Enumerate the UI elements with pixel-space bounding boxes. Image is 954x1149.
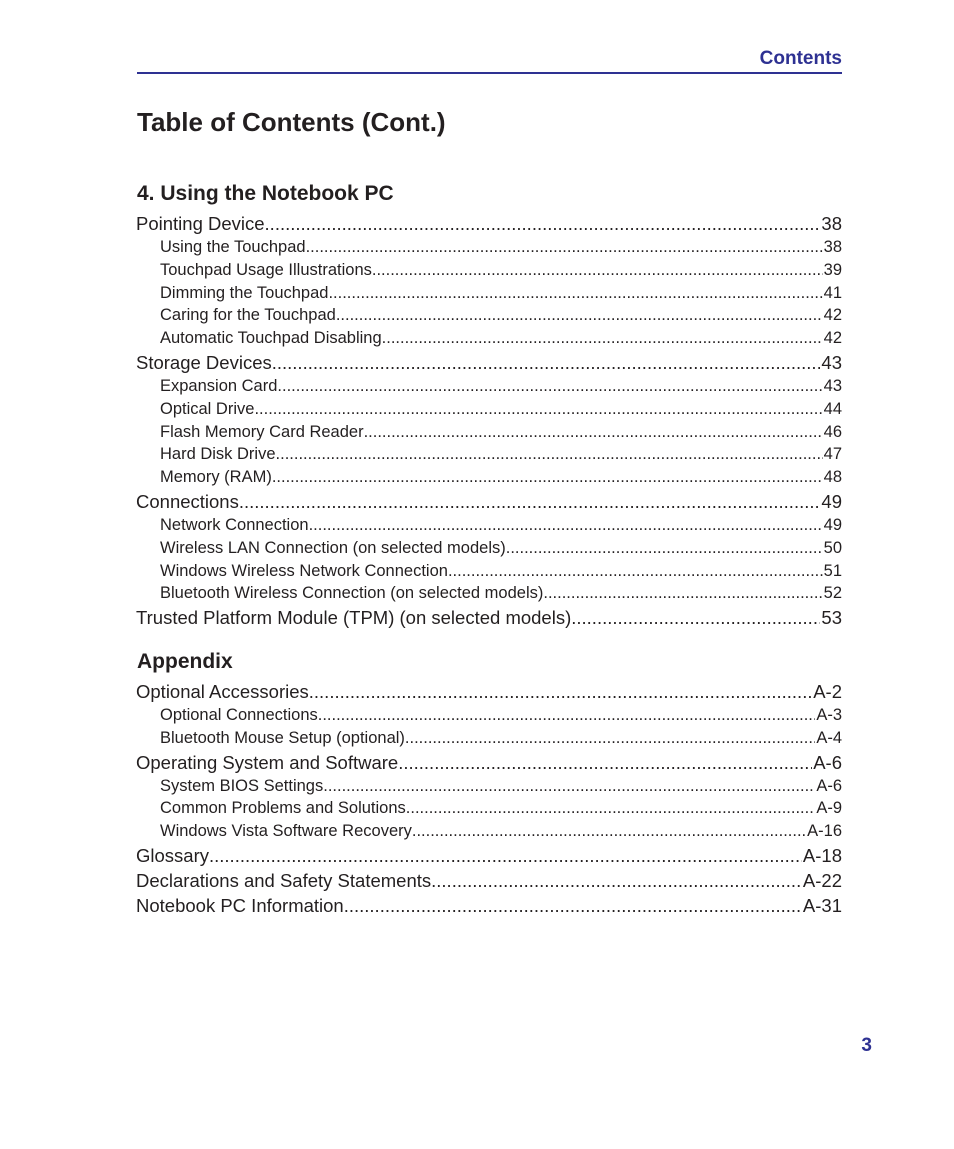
toc-entry-title: Connections [136,490,239,512]
toc-leader-dots [571,605,820,630]
toc-entry[interactable] [136,514,842,537]
toc-entry-title: Declarations and Safety Statements [136,869,432,891]
toc-list [136,679,842,918]
toc-entry[interactable] [136,350,842,375]
toc-entry[interactable] [136,843,842,868]
toc-entry-title: Network Connection [160,515,309,534]
toc-entry-page: A-31 [802,894,842,916]
toc-leader-dots [309,514,823,537]
toc-leader-dots [239,489,821,514]
toc-entry-page: A-2 [813,681,842,702]
toc-entry[interactable] [136,537,842,560]
toc-entry-page: A-18 [802,844,842,866]
toc-entry-page: 43 [821,351,842,373]
toc-entry-title: Operating System and Software [136,751,399,773]
toc-leader-dots [318,704,816,727]
toc-entry[interactable] [136,727,842,750]
toc-entry[interactable] [136,421,842,444]
toc-entry-title: Optical Drive [160,399,255,418]
toc-entry[interactable] [136,282,842,305]
toc-leader-dots [364,421,823,444]
toc-entry-page: A-16 [807,822,842,841]
toc-leader-dots [272,466,823,489]
page-number: 3 [861,1035,872,1056]
toc-leader-dots [209,843,802,868]
toc-leader-dots [406,797,816,820]
toc-entry-title: Pointing Device [136,213,265,234]
toc-entry-title: System BIOS Settings [160,776,324,795]
toc-leader-dots [306,236,823,259]
toc-entry-title: Trusted Platform Module (TPM) (on selected models) [136,607,572,629]
toc-entry-title: Optional Accessories [136,681,309,702]
toc-entry[interactable] [136,797,842,820]
toc-entry-page: 44 [823,399,842,418]
toc-entry-title: Windows Vista Software Recovery [160,822,412,841]
toc-entry-title: Windows Wireless Network Connection [160,561,448,580]
toc-entry-title: Bluetooth Wireless Connection (on selected models) [160,584,544,603]
toc-entry-title: Automatic Touchpad Disabling [160,329,382,348]
toc-leader-dots [323,775,815,798]
toc-entry-page: 38 [823,238,842,256]
toc-entry-page: 38 [821,213,842,234]
toc-entry[interactable] [136,327,842,350]
toc-entry-title: Common Problems and Solutions [160,799,406,818]
toc-leader-dots [272,350,821,375]
toc-entry-page: 48 [823,468,842,487]
section-heading: Appendix [137,650,233,673]
toc-entry[interactable] [136,775,842,798]
toc-entry-page: 53 [821,607,842,629]
toc-entry-page: 52 [823,584,842,603]
toc-leader-dots [344,893,802,918]
section-heading: 4. Using the Notebook PC [137,182,394,205]
toc-leader-dots [431,868,802,893]
toc-entry-page: 46 [823,422,842,441]
toc-entry[interactable] [136,582,842,605]
toc-entry-page: 49 [821,490,842,512]
toc-leader-dots [405,727,815,750]
toc-entry-page: 47 [823,445,842,464]
toc-list [136,211,842,630]
toc-entry-title: Notebook PC Information [136,894,344,916]
toc-entry-title: Hard Disk Drive [160,445,276,464]
toc-entry-title: Caring for the Touchpad [160,306,336,325]
toc-entry-title: Wireless LAN Connection (on selected models) [160,538,506,557]
toc-entry[interactable] [136,560,842,583]
toc-entry[interactable] [136,304,842,327]
toc-entry[interactable] [136,443,842,466]
toc-entry-title: Memory (RAM) [160,468,272,487]
toc-entry[interactable] [136,605,842,630]
toc-leader-dots [398,750,812,775]
toc-entry-title: Flash Memory Card Reader [160,422,364,441]
toc-entry-title: Storage Devices [136,351,272,373]
header-label: Contents [759,48,842,69]
toc-entry-page: 51 [823,561,842,580]
toc-entry-page: 43 [823,376,842,395]
toc-entry-page: 49 [823,515,842,534]
toc-entry-page: 42 [823,306,842,325]
toc-leader-dots [448,560,823,583]
toc-entry[interactable] [136,893,842,918]
toc-entry[interactable] [136,259,842,282]
toc-entry-title: Optional Connections [160,706,318,724]
toc-entry-title: Bluetooth Mouse Setup (optional) [160,728,405,747]
toc-leader-dots [506,537,823,560]
toc-leader-dots [382,327,823,350]
toc-entry-title: Expansion Card [160,376,278,395]
toc-leader-dots [265,211,821,236]
toc-entry[interactable] [136,750,842,775]
toc-entry[interactable] [136,211,842,236]
page-title: Table of Contents (Cont.) [137,107,446,137]
toc-leader-dots [254,398,822,421]
toc-section-appendix [136,647,842,918]
toc-entry[interactable] [136,236,842,259]
toc-entry-page: A-3 [816,706,842,724]
toc-entry[interactable] [136,489,842,514]
toc-entry[interactable] [136,466,842,489]
toc-entry-page: 42 [823,329,842,348]
toc-entry-page: A-9 [816,799,842,818]
toc-entry-page: A-6 [813,751,842,773]
toc-entry-page: A-6 [816,776,842,795]
toc-entry-page: 39 [823,260,842,279]
toc-entry-page: 41 [823,283,842,302]
toc-entry-title: Dimming the Touchpad [160,283,329,302]
toc-entry-title: Touchpad Usage Illustrations [160,260,372,279]
toc-entry[interactable] [136,679,842,704]
toc-leader-dots [277,375,822,398]
toc-entry-page: 50 [823,538,842,557]
toc-entry-title: Using the Touchpad [160,238,306,256]
header-rule [137,72,842,74]
toc-leader-dots [372,259,823,282]
toc-entry[interactable] [136,704,842,727]
toc-section-using-notebook [136,179,842,630]
toc-entry-page: A-4 [816,728,842,747]
toc-leader-dots [309,679,812,704]
toc-entry[interactable] [136,375,842,398]
toc-leader-dots [543,582,822,605]
toc-entry-page: A-22 [802,869,842,891]
toc-leader-dots [328,282,822,305]
toc-leader-dots [336,304,823,327]
toc-leader-dots [412,820,806,843]
toc-entry-title: Glossary [136,844,209,866]
toc-leader-dots [276,443,823,466]
toc-entry[interactable] [136,868,842,893]
toc-entry[interactable] [136,398,842,421]
toc-entry[interactable] [136,820,842,843]
